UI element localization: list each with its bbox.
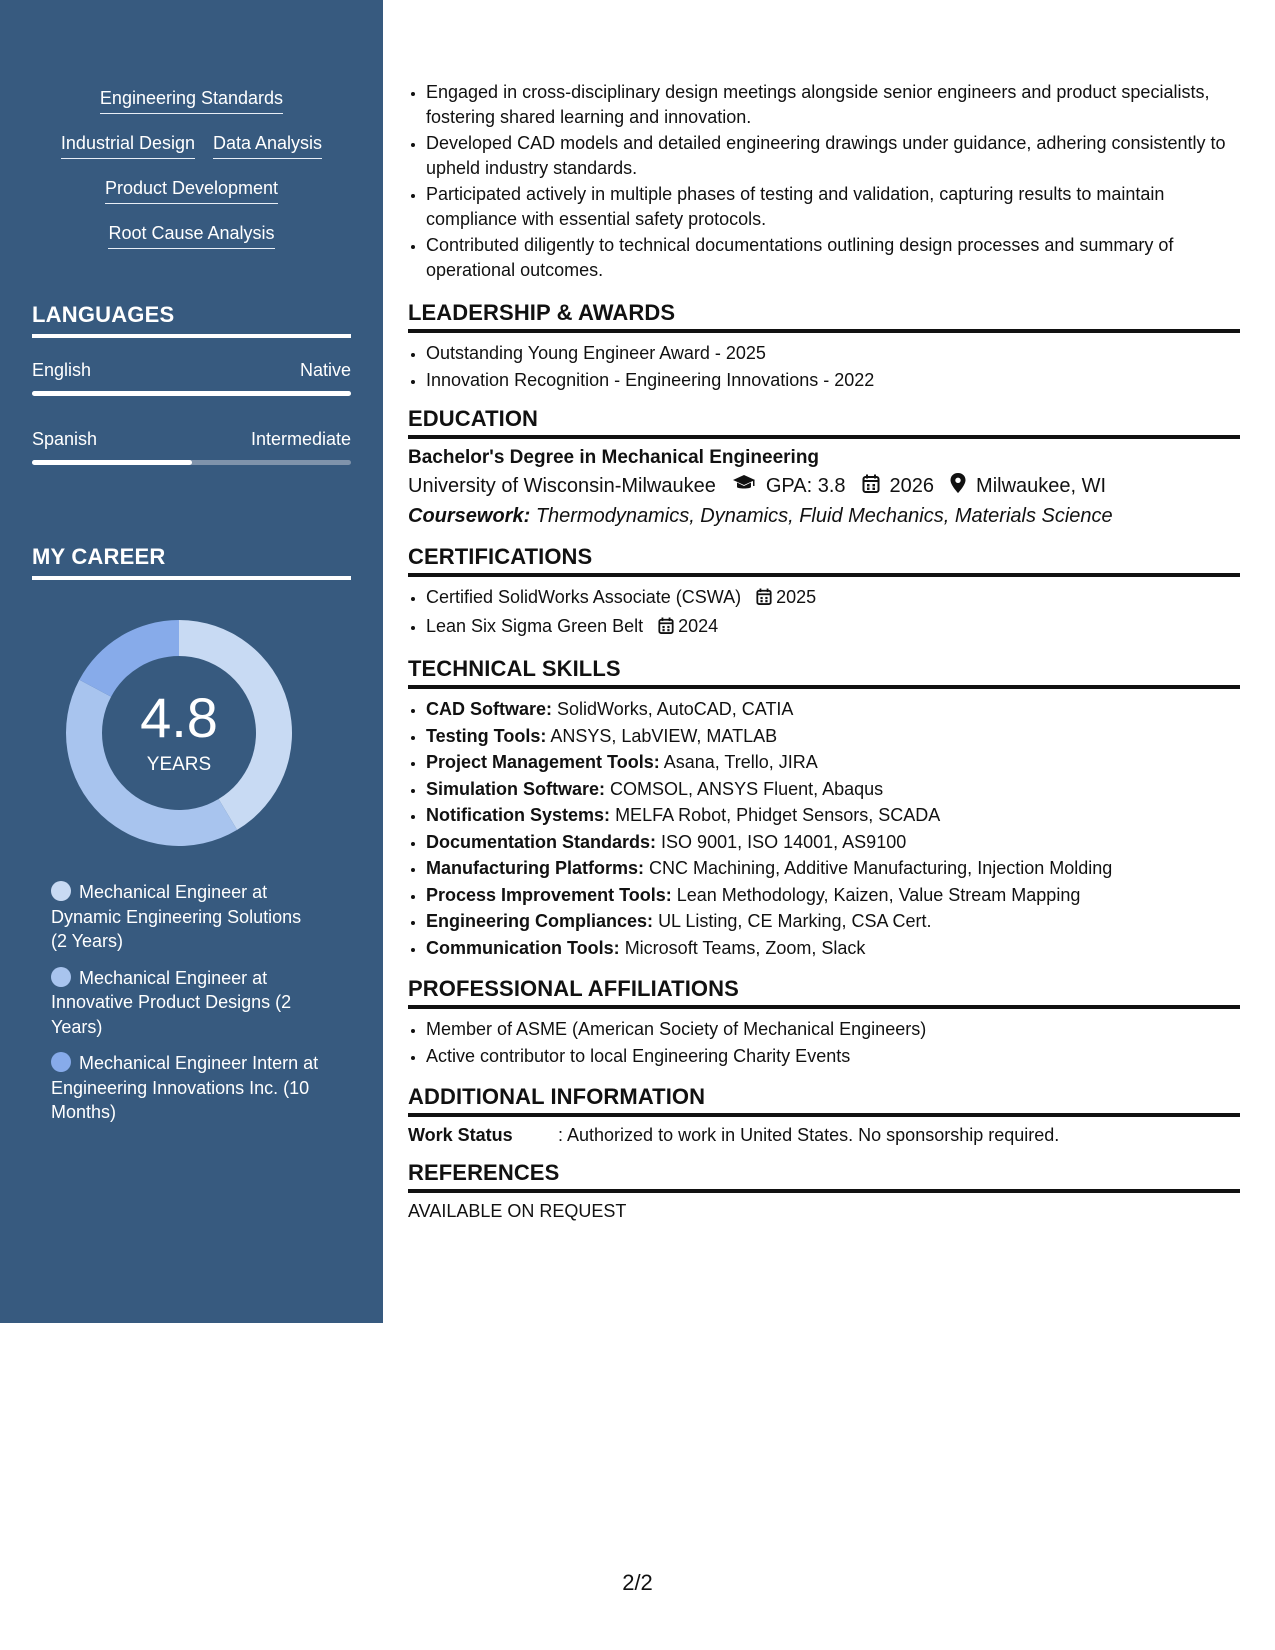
education-coursework (408, 505, 1240, 528)
career-item-text: Mechanical Engineer at Dynamic Engineering Solutions (2 Years) (51, 882, 302, 951)
skill-item (426, 777, 1240, 802)
skill-label: Simulation Software: (426, 778, 606, 799)
references-heading: REFERENCES (408, 1160, 1240, 1193)
skill-value: SolidWorks, AutoCAD, CATIA (557, 699, 794, 719)
affiliations-list (408, 1017, 1240, 1068)
career-donut-chart (66, 620, 292, 846)
skill-label: Testing Tools: (426, 725, 547, 746)
work-status-label: Work Status (408, 1125, 513, 1145)
skill-label: Manufacturing Platforms: (426, 858, 645, 878)
skill-label: Engineering Compliances: (426, 911, 654, 931)
coursework-label: Coursework: (408, 505, 531, 527)
leadership-list (408, 341, 1240, 392)
calendar-icon (658, 616, 674, 641)
skill-item (426, 750, 1240, 775)
leadership-item: • Innovation Recognition - Engineering Innovations - 2022 (426, 368, 1240, 393)
skill-label: Process Improvement Tools: (426, 884, 672, 905)
language-level: Native (299, 360, 351, 380)
languages-heading: LANGUAGES (32, 302, 351, 338)
language-bar-fill (32, 391, 351, 396)
education-heading: EDUCATION (408, 406, 1240, 439)
experience-bullet: • Contributed diligently to technical documentations outlining design processes and summary of operational outcomes. (426, 233, 1240, 282)
skill-tags (0, 86, 383, 266)
calendar-icon (862, 474, 880, 499)
skill-label: Communication Tools: (426, 937, 620, 958)
experience-bullet: • Engaged in cross-disciplinary design meetings alongside senior engineers and product specialists, fostering shared learning and innovation. (426, 80, 1240, 129)
skill-value: Microsoft Teams, Zoom, Slack (624, 937, 866, 958)
language-bar (32, 391, 351, 396)
skill-item (426, 883, 1240, 908)
skill-value: CNC Machining, Additive Manufacturing, Injection Molding (649, 858, 1113, 878)
career-item (51, 880, 321, 954)
graduation-cap-icon (732, 474, 756, 498)
career-unit: YEARS (146, 754, 212, 775)
certification-year: 2024 (678, 615, 719, 636)
additional-info-heading: ADDITIONAL INFORMATION (408, 1084, 1240, 1117)
career-heading: MY CAREER (32, 544, 351, 580)
skill-label: Project Management Tools: (426, 752, 660, 772)
technical-skills-heading: TECHNICAL SKILLS (408, 656, 1240, 689)
career-total: 4.8 (140, 686, 218, 749)
certification-item (426, 585, 1240, 612)
skill-tag: Root Cause Analysis (108, 221, 274, 249)
skill-item (426, 697, 1240, 722)
education-degree: Bachelor's Degree in Mechanical Engineering (408, 447, 820, 468)
certifications-heading: CERTIFICATIONS (408, 544, 1240, 577)
language-name: Spanish (32, 429, 98, 449)
work-status-row (408, 1125, 1240, 1146)
language-name: English (32, 360, 92, 380)
affiliations-heading: PROFESSIONAL AFFILIATIONS (408, 976, 1240, 1009)
career-item-text: Mechanical Engineer Intern at Engineering Innovations Inc. (10 Months) (51, 1053, 319, 1122)
skill-tag: Industrial Design (61, 131, 195, 159)
main-content (408, 80, 1240, 1222)
skill-label: Notification Systems: (426, 805, 611, 825)
language-row (32, 429, 351, 465)
skill-item (426, 936, 1240, 961)
skill-value: MELFA Robot, Phidget Sensors, SCADA (615, 805, 941, 825)
certification-year: 2025 (776, 587, 817, 607)
education-school: University of Wisconsin-Milwaukee (408, 474, 716, 497)
skill-value: Lean Methodology, Kaizen, Value Stream Mapping (676, 884, 1081, 905)
education-gpa: GPA: 3.8 (765, 474, 846, 497)
certifications-list (408, 585, 1240, 640)
work-status-value: : Authorized to work in United States. No sponsorship required. (558, 1125, 1060, 1145)
language-bar (32, 460, 351, 465)
skill-item (426, 724, 1240, 749)
coursework-value: Thermodynamics, Dynamics, Fluid Mechanics, Materials Science (535, 505, 1113, 527)
legend-dot (51, 881, 71, 901)
skill-label: CAD Software: (426, 699, 553, 719)
skill-item (426, 803, 1240, 828)
skill-item (426, 830, 1240, 855)
certification-item (426, 614, 1240, 641)
education-location: Milwaukee, WI (976, 474, 1107, 497)
skill-tag-row (0, 131, 383, 176)
leadership-item: • Outstanding Young Engineer Award - 2025 (426, 341, 1240, 366)
certification-name: Certified SolidWorks Associate (CSWA) (426, 587, 742, 607)
career-item (51, 966, 321, 1040)
language-bar-fill (32, 460, 192, 465)
experience-bullet: • Developed CAD models and detailed engineering drawings under guidance, adhering consistently to upheld industry standards. (426, 131, 1240, 180)
skill-value: ISO 9001, ISO 14001, AS9100 (661, 831, 907, 852)
career-item-text: Mechanical Engineer at Innovative Product Designs (2 Years) (51, 967, 292, 1037)
education-details (408, 473, 1240, 499)
skill-item (426, 856, 1240, 881)
language-row (32, 360, 351, 396)
references-text: AVAILABLE ON REQUEST (408, 1201, 627, 1221)
career-list (51, 880, 321, 1137)
education-year: 2026 (889, 474, 935, 497)
skill-item (426, 909, 1240, 934)
skill-value: ANSYS, LabVIEW, MATLAB (550, 725, 778, 746)
experience-bullets (408, 80, 1240, 282)
skill-tag-row (0, 221, 383, 266)
career-item (51, 1051, 321, 1125)
leadership-heading: LEADERSHIP & AWARDS (408, 300, 1240, 333)
language-level: Intermediate (250, 429, 351, 449)
experience-bullet: • Participated actively in multiple phases of testing and validation, capturing results to maintain compliance with essential safety protocols. (426, 182, 1240, 231)
skill-value: Asana, Trello, JIRA (663, 752, 818, 772)
location-pin-icon (950, 473, 966, 499)
skill-value: UL Listing, CE Marking, CSA Cert. (658, 911, 932, 931)
skill-tag-row (0, 176, 383, 221)
legend-dot (51, 1052, 71, 1072)
calendar-icon (756, 587, 772, 612)
affiliation-item: • Member of ASME (American Society of Mechanical Engineers) (426, 1017, 1240, 1042)
skill-label: Documentation Standards: (426, 831, 657, 852)
skill-value: COMSOL, ANSYS Fluent, Abaqus (610, 778, 884, 799)
legend-dot (51, 967, 71, 987)
technical-skills-list (408, 697, 1240, 960)
certification-name: Lean Six Sigma Green Belt (426, 615, 644, 636)
skill-tag: Data Analysis (213, 131, 322, 159)
skill-tag: Product Development (105, 176, 278, 204)
affiliation-item: • Active contributor to local Engineering Charity Events (426, 1044, 1240, 1069)
page-number: 2/2 (622, 1570, 653, 1595)
skill-tag: Engineering Standards (100, 86, 283, 114)
skill-tag-row (0, 86, 383, 131)
sidebar (0, 0, 383, 1323)
